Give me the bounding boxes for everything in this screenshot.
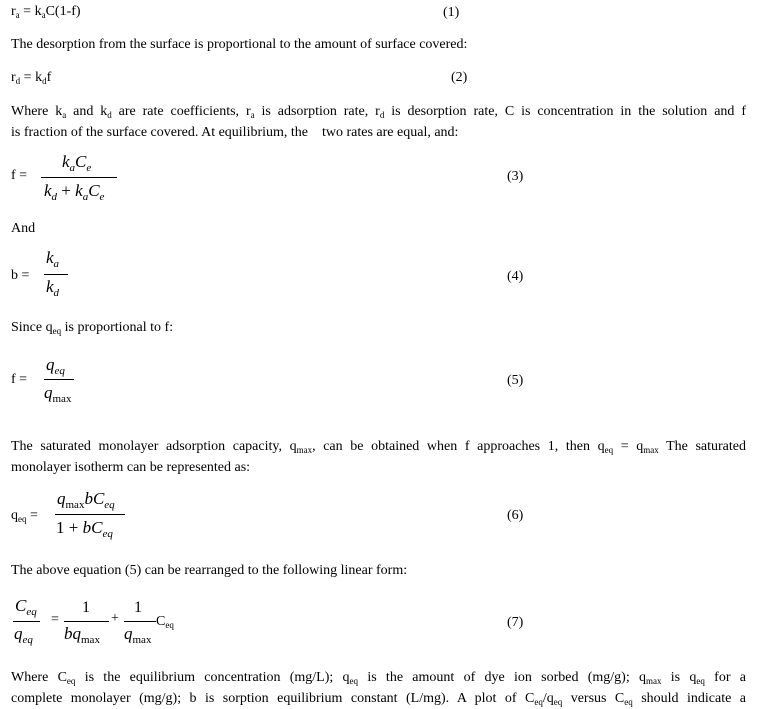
equation-7-lhs-fraction-bar [13, 621, 40, 622]
paragraph-above-equation: The above equation (5) can be rearranged to the following linear form: [11, 563, 408, 578]
equation-3-numerator: $k_aC_e$ [62, 152, 92, 174]
equation-3-fraction-bar [41, 177, 117, 178]
equation-2-number: (2) [451, 70, 468, 85]
equation-5-fraction-bar [44, 379, 74, 380]
equation-4-denominator: $k_d$ [46, 277, 60, 299]
equation-6-numerator: $q_{max}bC_{eq}$ [57, 489, 115, 511]
equation-1: $r_a = k_aC(1-f)$ [11, 4, 81, 20]
equation-4-lhs: b = [11, 268, 30, 283]
equation-7-frac1-bar [64, 621, 109, 622]
equation-6-fraction-bar [55, 514, 125, 515]
paragraph-saturated: The saturated monolayer adsorption capacity, $q_{max}$, can be obtained when f approaches 1, then $q_{eq} = q_{max}$ The saturated monolayer isotherm can be represented as: [11, 439, 747, 475]
equation-7-equals: = [51, 612, 59, 627]
paragraph-where-rates: Where $k_a$ and $k_d$ are rate coefficients, $r_a$ is adsorption rate, $r_d$ is desorption rate, C is concentration in the solution and f is fraction of the surface covered. At equilibrium, the two rates are equal, and: [11, 104, 746, 140]
equation-7-frac2-denominator: $q_{max}$ [124, 624, 152, 646]
equation-7-lhs-numerator: $C_{eq}$ [15, 596, 37, 618]
equation-7-plus: + [111, 611, 119, 626]
equation-5-number: (5) [507, 373, 524, 388]
equation-7-frac1-numerator: 1 [82, 599, 90, 616]
equation-3-number: (3) [507, 169, 524, 184]
equation-7-number: (7) [507, 615, 524, 630]
equation-3-lhs: f = [11, 168, 28, 183]
paragraph-desorption: The desorption from the surface is proportional to the amount of surface covered: [11, 37, 468, 52]
equation-4-numerator: $k_a$ [46, 248, 60, 270]
equation-3-denominator: $k_d + k_aC_e$ [44, 181, 105, 203]
equation-4-number: (4) [507, 269, 524, 284]
paragraph-where-definitions: Where $C_{eq}$ is the equilibrium concentration (mg/L); $q_{eq}$ is the amount of dye ion sorbed (mg/g); $q_{max}$ is $q_{eq}$ for a complete monolayer (mg/g); b is sorption equilibrium constant (L/mg). A plot of $C_{eq}/q_{eq}$ versus $C_{eq}$ should indicate a [11, 670, 746, 707]
equation-7-tail: $C_{eq}$ [156, 614, 174, 630]
equation-7-frac2-numerator: 1 [134, 599, 142, 616]
equation-7-lhs-denominator: $q_{eq}$ [14, 624, 33, 646]
equation-4-fraction-bar [44, 274, 68, 275]
equation-6-denominator: $1 + bC_{eq}$ [56, 518, 113, 540]
paragraph-since: Since $q_{eq}$ is proportional to f: [11, 320, 174, 336]
equation-6-lhs: $q_{eq}$ = [11, 508, 38, 524]
paragraph-and: And [11, 221, 36, 236]
equation-5-denominator: $q_{max}$ [44, 383, 72, 405]
equation-6-number: (6) [507, 508, 524, 523]
equation-7-frac1-denominator: $bq_{max}$ [64, 624, 100, 646]
equation-5-lhs: f = [11, 372, 28, 387]
equation-1-number: (1) [443, 5, 460, 20]
equation-5-numerator: $q_{eq}$ [46, 355, 65, 377]
equation-2: $r_d = k_df$ [11, 70, 52, 86]
equation-7-frac2-bar [124, 621, 156, 622]
